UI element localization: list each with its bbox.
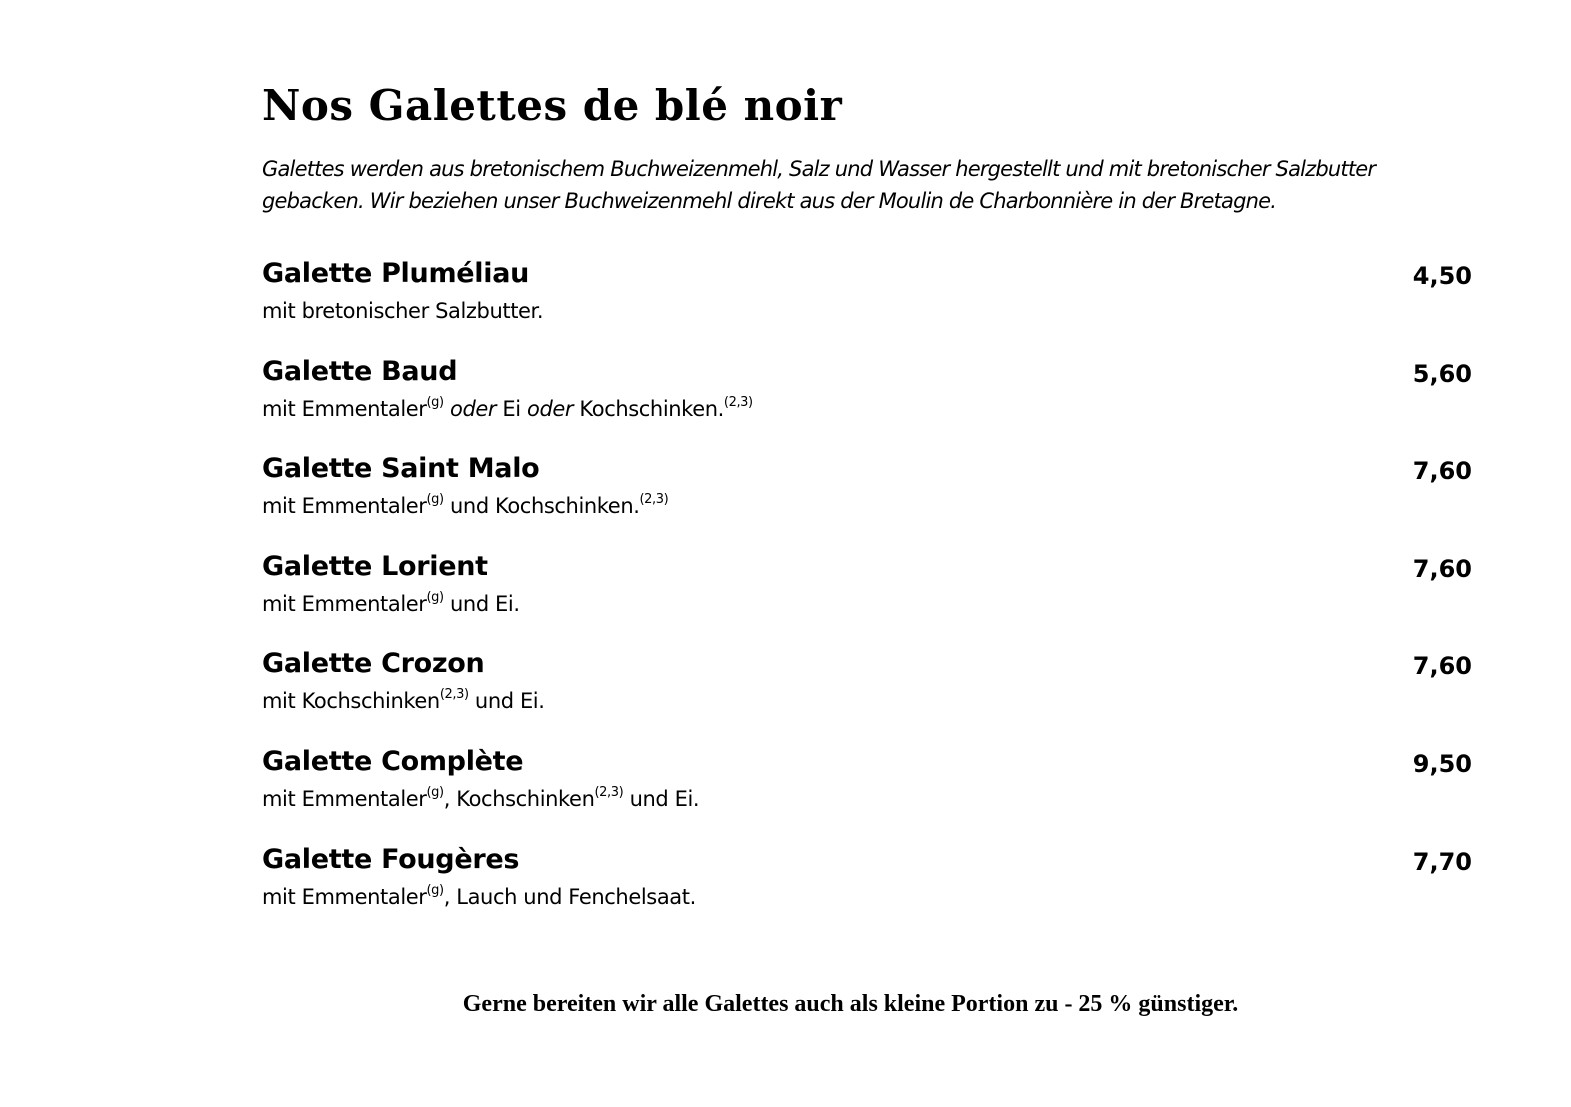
allergen-note: (2,3) [723,394,753,410]
menu-item-price: 7,60 [1412,554,1472,583]
menu-item-name: Galette Complète [262,745,524,777]
menu-item [262,742,1472,840]
menu-item-description [262,294,543,328]
description-emphasis: oder [527,396,574,421]
description-text: und Ei. [468,689,545,714]
description-text: und Ei. [623,786,700,811]
menu-item-name: Galette Baud [262,355,458,387]
description-text: mit Emmentaler [262,591,427,616]
menu-item-description [262,489,668,523]
menu-item-description [262,392,753,426]
allergen-note: (2,3) [594,784,624,800]
allergen-note: (g) [426,394,444,410]
allergen-note: (g) [426,784,444,800]
description-text: mit Emmentaler [262,494,427,519]
menu-item-description [262,880,696,914]
footer-note: Gerne bereiten wir alle Galettes auch als kleine Portion zu - 25 % günstiger. [462,991,1239,1017]
menu-item-name: Galette Pluméliau [262,258,530,289]
intro-text: Galettes werden aus bretonischem Buchweizenmehl, Salz und Wasser hergestellt und mit bretonischer Salzbutter gebacken. Wir beziehen unser Buchweizenmehl direkt aus der Moulin de Charbonnière in der Bretagne. [262,157,1376,213]
menu-item-price: 7,60 [1412,457,1472,486]
allergen-note: (g) [426,589,444,605]
allergen-note: (2,3) [439,687,469,703]
description-emphasis: oder [450,396,497,421]
menu-item-price: 7,60 [1412,652,1472,681]
menu-item [262,254,1472,352]
description-text: mit Emmentaler [262,884,427,909]
menu-item-description [262,587,520,621]
description-text: und Ei. [443,591,520,616]
menu-item-name: Galette Saint Malo [262,453,540,485]
page-title: Nos Galettes de blé noir [262,81,843,130]
menu-item-price: 4,50 [1412,262,1472,290]
description-text: Ei [496,396,527,421]
description-text: und Kochschinken. [443,494,640,519]
description-text: mit Emmentaler [262,396,427,421]
allergen-note: (g) [426,492,444,508]
description-text: mit Kochschinken [262,689,440,714]
description-text: mit Emmentaler [262,786,427,811]
menu-item [262,644,1472,742]
menu-item-name: Galette Fougères [262,843,520,875]
menu-list [262,254,1472,937]
menu-item-name: Galette Lorient [262,550,488,582]
menu-item [262,352,1472,450]
menu-item-price: 7,70 [1412,847,1472,876]
allergen-note: (g) [426,882,444,898]
menu-item-price: 9,50 [1412,749,1472,778]
description-text: , Kochschinken [443,786,595,811]
allergen-note: (2,3) [639,492,669,508]
menu-item-price: 5,60 [1412,359,1472,388]
menu-item [262,547,1472,645]
description-text: Kochschinken. [573,396,724,421]
description-text: mit bretonischer Salzbutter. [262,299,544,323]
menu-item [262,449,1472,547]
description-text: , Lauch und Fenchelsaat. [443,884,696,909]
menu-item-description [262,782,699,816]
menu-item-description [262,684,545,718]
menu-item [262,840,1472,938]
menu-item-name: Galette Crozon [262,648,485,680]
